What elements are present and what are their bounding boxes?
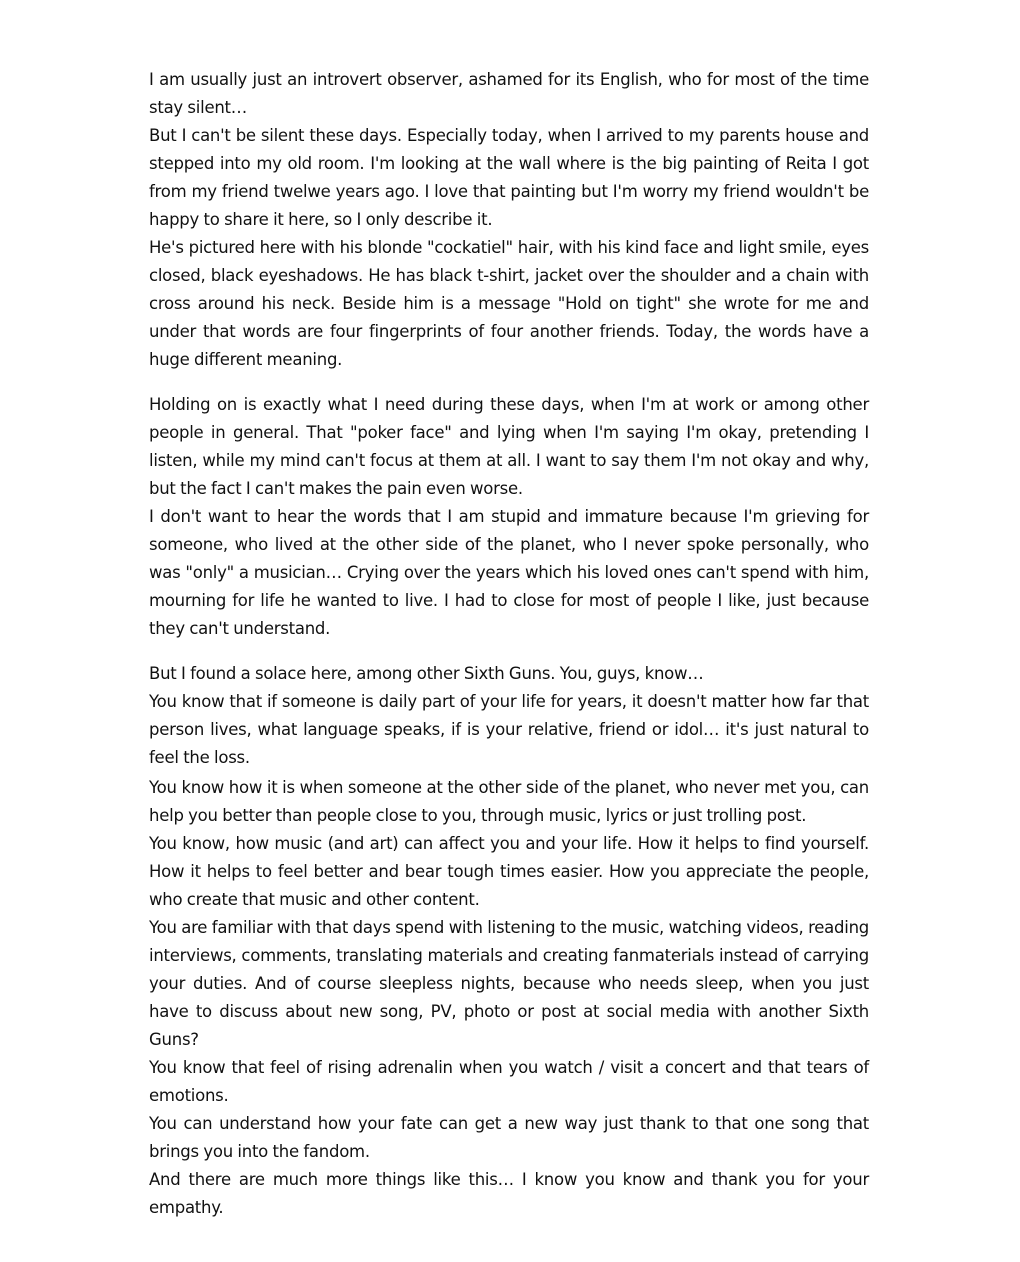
paragraph: You know that if someone is daily part of your life for years, it doesn't matter how far that person lives, what language speaks, if is your relative, friend or idol… it's just natural to feel the loss. bbox=[149, 692, 869, 767]
paragraph: You know, how music (and art) can affect you and your life. How it helps to find yourself. How it helps to feel better and bear tough times easier. How you appreciate the people, who create that music and other content. bbox=[149, 834, 869, 909]
paragraph: But I can't be silent these days. Especially today, when I arrived to my parents house and stepped into my old room. I'm looking at the wall where is the big painting of Reita I got from my friend twelwe years ago. I love that painting but I'm worry my friend wouldn't be happy to share it here, so I only describe it. bbox=[149, 126, 869, 229]
paragraph: You know that feel of rising adrenalin when you watch / visit a concert and that tears of emotions. bbox=[149, 1058, 869, 1105]
paragraph: You know how it is when someone at the other side of the planet, who never met you, can help you better than people close to you, through music, lyrics or just trolling post. bbox=[149, 778, 869, 825]
document-page bbox=[149, 66, 869, 1222]
paragraph: You can understand how your fate can get a new way just thank to that one song that brings you into the fandom. bbox=[149, 1114, 869, 1161]
paragraph: I don't want to hear the words that I am stupid and immature because I'm grieving for someone, who lived at the other side of the planet, who I never spoke personally, who was "only" a musician… Crying over the years which his loved ones can't spend with him, mourning for life he wanted to live. I had to close for most of people I like, just because they can't understand. bbox=[149, 507, 869, 638]
paragraph: And there are much more things like this… I know you know and thank you for your empathy. bbox=[149, 1170, 869, 1217]
paragraph: But I found a solace here, among other Sixth Guns. You, guys, know… bbox=[149, 664, 704, 683]
paragraph: He's pictured here with his blonde "cockatiel" hair, with his kind face and light smile, eyes closed, black eyeshadows. He has black t-shirt, jacket over the shoulder and a chain with cross around his neck. Beside him is a message "Hold on tight" she wrote for me and under that words are four fingerprints of four another friends. Today, the words have a huge different meaning. bbox=[149, 238, 869, 369]
paragraph: Holding on is exactly what I need during these days, when I'm at work or among other people in general. That "poker face" and lying when I'm saying I'm okay, pretending I listen, while my mind can't focus at them at all. I want to say them I'm not okay and why, but the fact I can't makes the pain even worse. bbox=[149, 395, 869, 498]
paragraph: You are familiar with that days spend with listening to the music, watching videos, reading interviews, comments, translating materials and creating fanmaterials instead of carrying your duties. And of course sleepless nights, because who needs sleep, when you just have to discuss about new song, PV, photo or post at social media with another Sixth Guns? bbox=[149, 918, 869, 1049]
paragraph: I am usually just an introvert observer, ashamed for its English, who for most of the time stay silent… bbox=[149, 70, 869, 117]
